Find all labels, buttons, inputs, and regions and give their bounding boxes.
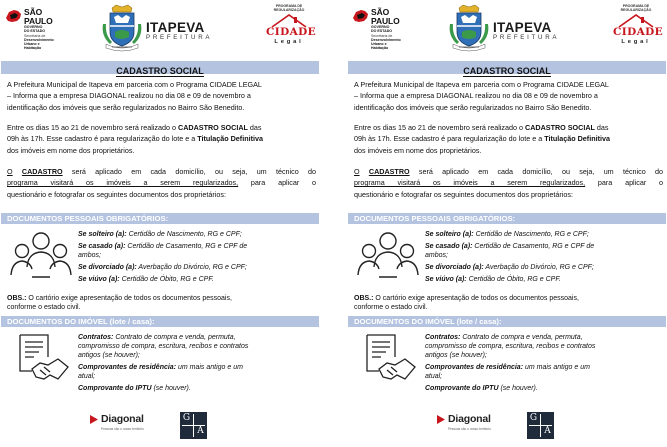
property-docs-list: Contratos: Contrato de compra e venda, permuta, compromisso de compra, escritura, recibos e contratos antigos (se houver); Comprovantes de residência: um mais antigo e um atual; Comprovante do IPTU (se houver). [425,333,665,393]
itapeva-wordmark: ITAPEVA PREFEITURA [146,20,213,41]
intro-paragraph: A Prefeitura Municipal de Itapeva em parceria com o Programa CIDADE LEGAL – Informa que a empresa DIAGONAL realizou no dia 08 e 09 de novembro a identificação dos imóveis que serão regularizados no Bairro São Benedito. [7,80,262,112]
intro-paragraph: A Prefeitura Municipal de Itapeva em parceria com o Programa CIDADE LEGAL – Informa que a empresa DIAGONAL realizou no dia 08 e 09 de novembro a identificação dos imóveis que serão regularizados no Bairro São Benedito. [354,80,609,112]
list-item: Comprovantes de residência: um mais antigo e um [425,364,590,371]
personal-docs-heading: DOCUMENTOS PESSOAIS OBRIGATÓRIOS: [348,213,666,224]
flyer-page-left [0,0,320,447]
list-item: Se casado (a): Certidão de Casamento, RG e CPF de [425,243,595,250]
sao-paulo-logo [352,7,422,53]
contract-handshake-icon [14,333,70,385]
sao-paulo-map-icon [5,9,22,23]
list-item: Comprovantes de residência: um mais antigo e um [78,364,243,371]
personal-docs-list: Se solteiro (a): Certidão de Nascimento, RG e CPF; Se casado (a): Certidão de Casamento, RG e CPF de ambos; Se divorciado (a): Averbação do Divórcio, RG e CPF; Se viúvo (a): Certidão de Óbito, RG e CPF. [78,230,318,284]
sao-paulo-logo [5,7,75,53]
property-docs-heading: DOCUMENTOS DO IMÓVEL (lote / casa): [1,316,319,327]
people-group-icon [10,229,72,283]
list-item: Se solteiro (a): Certidão de Nascimento, RG e CPF; [78,231,242,238]
diagonal-logo: Diagonal Pessoas são o nosso território [89,412,161,438]
diagonal-mark-icon [436,414,446,425]
list-item: Se viúvo (a): Certidão de Óbito, RG e CPF. [78,276,214,283]
page-title: CADASTRO SOCIAL [1,61,319,74]
g-and-a-logo: G A [180,412,207,439]
obs-note: OBS.: O cartório exige apresentação de todos os documentos pessoais, conforme o estado civil. [7,295,232,311]
personal-docs-list: Se solteiro (a): Certidão de Nascimento, RG e CPF; Se casado (a): Certidão de Casamento, RG e CPF de ambos; Se divorciado (a): Averbação do Divórcio, RG e CPF; Se viúvo (a): Certidão de Óbito, RG e CPF. [425,230,665,284]
sp-government: GOVERNO DO ESTADO [24,25,46,33]
sp-government: GOVERNO DO ESTADO [371,25,393,33]
sp-name: SÃO PAULO [371,7,400,26]
header [347,0,667,57]
itapeva-wordmark: ITAPEVA PREFEITURA [493,20,560,41]
list-item: Comprovante do IPTU (se houver). [425,385,538,392]
itapeva-crest-icon [447,4,491,52]
g-and-a-logo: G A [527,412,554,439]
obs-note: OBS.: O cartório exige apresentação de todos os documentos pessoais, conforme o estado civil. [354,295,579,311]
footer [0,412,320,442]
list-item: Se divorciado (a): Averbação do Divórcio, RG e CPF; [425,264,594,271]
cidade-legal-logo: PROGRAMA DE REGULARIZAÇÃO CIDADE Legal [613,4,664,45]
contract-handshake-icon [361,333,417,385]
flyer-page-right [347,0,667,447]
list-item: Se casado (a): Certidão de Casamento, RG e CPF de [78,243,248,250]
list-item: Se divorciado (a): Averbação do Divórcio, RG e CPF; [78,264,247,271]
list-item: Comprovante do IPTU (se houver). [78,385,191,392]
list-item: Se solteiro (a): Certidão de Nascimento, RG e CPF; [425,231,589,238]
sao-paulo-map-icon [352,9,369,23]
visit-paragraph: O CADASTRO será aplicado em cada domicílio, ou seja, um técnico do programa visitará os imóveis a serem regularizados, para aplicar o questionário e fotografar os seguintes documentos dos proprietários: [354,167,663,199]
list-item: Se viúvo (a): Certidão de Óbito, RG e CPF. [425,276,561,283]
page-title: CADASTRO SOCIAL [348,61,666,74]
visit-paragraph: O CADASTRO será aplicado em cada domicílio, ou seja, um técnico do programa visitará os imóveis a serem regularizados, para aplicar o questionário e fotografar os seguintes documentos dos proprietários: [7,167,316,199]
sp-name: SÃO PAULO [24,7,53,26]
people-group-icon [357,229,419,283]
schedule-paragraph: Entre os dias 15 ao 21 de novembro será realizado o CADASTRO SOCIAL das 09h às 17h. Esse cadastro é para regularização do lote e a Titulação Definitiva dos imóveis em nome dos proprietários. [354,123,610,155]
list-item: Contratos: Contrato de compra e venda, permuta, [78,334,236,341]
cidade-legal-logo: PROGRAMA DE REGULARIZAÇÃO CIDADE Legal [266,4,317,45]
diagonal-mark-icon [89,414,99,425]
property-docs-list: Contratos: Contrato de compra e venda, permuta, compromisso de compra, escritura, recibos e contratos antigos (se houver); Comprovantes de residência: um mais antigo e um atual; Comprovante do IPTU (se houver). [78,333,318,393]
header [0,0,320,57]
itapeva-crest-icon [100,4,144,52]
sp-secretariat: Secretaria de Desenvolvimento Urbano e Habitação [371,34,401,51]
footer [347,412,667,442]
property-docs-heading: DOCUMENTOS DO IMÓVEL (lote / casa): [348,316,666,327]
schedule-paragraph: Entre os dias 15 ao 21 de novembro será realizado o CADASTRO SOCIAL das 09h às 17h. Esse cadastro é para regularização do lote e a Titulação Definitiva dos imóveis em nome dos proprietários. [7,123,263,155]
personal-docs-heading: DOCUMENTOS PESSOAIS OBRIGATÓRIOS: [1,213,319,224]
diagonal-logo: Diagonal Pessoas são o nosso território [436,412,508,438]
list-item: Contratos: Contrato de compra e venda, permuta, [425,334,583,341]
sp-secretariat: Secretaria de Desenvolvimento Urbano e Habitação [24,34,54,51]
